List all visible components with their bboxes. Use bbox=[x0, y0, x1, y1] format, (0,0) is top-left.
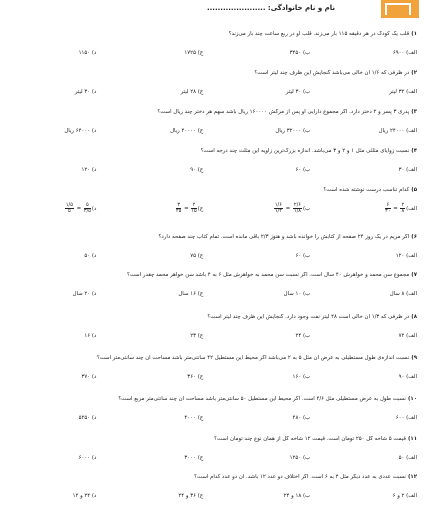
fraction-denominator: ۵ bbox=[68, 208, 71, 214]
question-number: ۳) bbox=[411, 109, 417, 115]
answer-option[interactable] bbox=[184, 455, 203, 461]
answer-option-label: ج) bbox=[197, 206, 204, 212]
question-stem bbox=[6, 31, 417, 38]
question-stem bbox=[6, 314, 417, 321]
answer-option-label: ج) ۳۶ و ۲۴ bbox=[178, 493, 204, 499]
question-number: ۷) bbox=[411, 272, 417, 278]
question-4 bbox=[6, 148, 417, 175]
answer-option[interactable] bbox=[170, 128, 203, 134]
fraction-denominator: ۱/۲ bbox=[274, 208, 282, 214]
answer-option[interactable] bbox=[190, 253, 203, 259]
answer-option-label: الف) ۶۰۰ bbox=[395, 415, 417, 421]
fraction bbox=[293, 203, 302, 214]
answer-option-label: الف) ۶۹۰۰ bbox=[392, 50, 417, 56]
answer-option[interactable] bbox=[79, 455, 97, 461]
answer-option-label: ب) ۱۶۰ bbox=[292, 374, 311, 380]
fraction-numerator: ۶ bbox=[386, 202, 390, 208]
answer-option[interactable] bbox=[396, 253, 417, 259]
question-2 bbox=[6, 70, 417, 97]
fraction-numerator: ۳ bbox=[177, 202, 181, 208]
fraction-denominator: ۲۵ bbox=[175, 208, 182, 214]
answer-options bbox=[6, 415, 417, 423]
answer-option[interactable] bbox=[390, 291, 417, 297]
question-1 bbox=[6, 31, 417, 58]
answer-options bbox=[6, 50, 417, 58]
answer-option-label: الف) ۹۰ bbox=[398, 374, 417, 380]
question-stem bbox=[6, 355, 417, 362]
question-text: نسبت زوایای مثلثی مثل ۱ و ۲ و ۳ می‌باشد. اندازه بزرگ‌ترین زاویه این مثلث چند درجه است؟ bbox=[200, 148, 410, 154]
answer-options bbox=[6, 89, 417, 97]
answer-option-label: د) ۲۴ و ۱۲ bbox=[72, 493, 97, 499]
fraction-denominator: ۳۰ bbox=[385, 208, 391, 214]
question-9 bbox=[6, 355, 417, 382]
question-text: کدام تناسب درست نوشته شده است؟ bbox=[323, 187, 410, 193]
answer-option[interactable] bbox=[293, 415, 311, 421]
question-number: ۸) bbox=[411, 314, 417, 320]
answer-option-label: ج) ۴۰۰۰ bbox=[184, 415, 204, 421]
question-text: قیمت ۵ شاخه گل ۲۵۰ تومان است. قیمت ۱۲ شاخه گل از همان نوع چند تومان است؟ bbox=[214, 436, 406, 442]
answer-option[interactable] bbox=[275, 128, 310, 134]
question-text: نسبت اندازه‌ی طول مستطیلی به عرض آن مثل ۵ به ۲ می‌باشد اگر محیط این مستطیل ۴۲ سانتی‌متر باشد مساحت آن چند سانتی‌متر است؟ bbox=[96, 355, 410, 361]
answer-options bbox=[6, 374, 417, 382]
answer-option[interactable] bbox=[187, 374, 203, 380]
answer-option[interactable] bbox=[184, 415, 203, 421]
fraction bbox=[84, 203, 91, 214]
student-name-label: نام و نام خانوادگی: ...................... bbox=[206, 4, 335, 12]
answer-option-label: د) bbox=[91, 206, 97, 212]
answer-option-label: ج) ۱۷۲۵ bbox=[184, 50, 204, 56]
answer-option-label: د) ۱۲۰ bbox=[81, 167, 97, 173]
equals-sign: = bbox=[283, 206, 292, 212]
question-number: ۱) bbox=[411, 31, 417, 37]
answer-option-label: ب) bbox=[302, 206, 311, 212]
answer-option-label: د) ۶۴۰۰۰ ریال bbox=[64, 128, 97, 134]
school-logo bbox=[381, 0, 419, 18]
answer-option-label: د) ۱۶ bbox=[84, 333, 97, 339]
answer-option-label: الف) ۲ و ۶ bbox=[392, 493, 417, 499]
question-stem bbox=[6, 148, 417, 155]
fraction-numerator: ۱/۵ bbox=[65, 202, 73, 208]
answer-option[interactable] bbox=[389, 89, 417, 95]
answer-option-label: ج) ۲۳ bbox=[190, 333, 204, 339]
answer-option[interactable] bbox=[184, 50, 203, 56]
fraction-numerator: ۲/۶ bbox=[293, 202, 301, 208]
fraction-denominator: ۱۵ bbox=[191, 208, 197, 214]
equals-sign: = bbox=[74, 206, 83, 212]
answer-option-label: ب) ۱۰ سال bbox=[283, 291, 311, 297]
question-stem bbox=[6, 436, 417, 443]
answer-option-label: ب) ۱۲۵۰ bbox=[289, 455, 311, 461]
answer-option[interactable] bbox=[73, 291, 97, 297]
fraction-numerator: ۱/۶ bbox=[274, 202, 282, 208]
answer-option[interactable] bbox=[273, 203, 310, 214]
answer-option[interactable] bbox=[393, 50, 417, 56]
fraction-numerator: ۲ bbox=[192, 202, 196, 208]
answer-option[interactable] bbox=[290, 455, 311, 461]
answer-option-label: د) ۳۰ لیتر bbox=[74, 89, 97, 95]
question-stem bbox=[6, 396, 417, 403]
answer-option[interactable] bbox=[75, 89, 97, 95]
answer-option[interactable] bbox=[178, 291, 203, 297]
equals-sign: = bbox=[391, 206, 400, 212]
worksheet-header bbox=[0, 0, 425, 22]
answer-option[interactable] bbox=[399, 374, 417, 380]
answer-option[interactable] bbox=[82, 167, 97, 173]
answer-option-label: ب) ۳۲۰۰۰ ریال bbox=[275, 128, 311, 134]
answer-option-label: د) ۵۰ bbox=[84, 253, 97, 259]
answer-option[interactable] bbox=[286, 89, 310, 95]
question-number: ۱۱) bbox=[407, 436, 417, 442]
answer-option-label: ج) ۲۸ لیتر bbox=[180, 89, 204, 95]
answer-option-label: الف) ۵۰ bbox=[398, 455, 417, 461]
question-stem bbox=[6, 187, 417, 194]
answer-option[interactable] bbox=[295, 333, 310, 339]
answer-option[interactable] bbox=[379, 128, 417, 134]
fraction bbox=[274, 203, 283, 214]
question-text: مجموع سن محمد و خواهرش ۴۰ سال است. اگر نسبت سن محمد به خواهرش مثل ۶ به ۴ باشد سن خواهر محمد چقدر است؟ bbox=[126, 272, 410, 278]
question-3 bbox=[6, 109, 417, 136]
answer-options bbox=[6, 128, 417, 136]
answer-option-label: ب) ۳۴۵۰ bbox=[289, 50, 311, 56]
question-10 bbox=[6, 396, 417, 423]
answer-option-label: ب) ۶۰ bbox=[295, 253, 311, 259]
answer-option[interactable] bbox=[293, 374, 311, 380]
answer-option[interactable] bbox=[295, 253, 310, 259]
question-text: اگر مریم در یک روز ۲۴ صفحه از کتابش را خوانده باشد و هنوز ۲/۳ باقی مانده است. تمام کتاب چند صفحه دارد؟ bbox=[158, 234, 410, 240]
question-number: ۲) bbox=[411, 70, 417, 76]
fraction-numerator: ۵ bbox=[84, 203, 91, 209]
answer-option-label: ج) ۳۶۰ bbox=[187, 374, 204, 380]
answer-option[interactable] bbox=[284, 291, 311, 297]
answer-option-label: ج) ۴۰۰۰۰ ریال bbox=[170, 128, 204, 134]
fraction-denominator: ۸ bbox=[401, 208, 405, 214]
answer-option-label: د) ۶۰۰۰ bbox=[78, 455, 97, 461]
question-11 bbox=[6, 436, 417, 463]
answer-option[interactable] bbox=[290, 50, 311, 56]
answer-option[interactable] bbox=[190, 333, 203, 339]
question-text: در ظرفی که ۱/۳ آن خالی است ۴۸ لیتر نفت وجود دارد. گنجایش این ظرف چند لیتر است؟ bbox=[207, 314, 410, 320]
fraction bbox=[385, 203, 390, 214]
answer-option-label: الف) ۸ سال bbox=[389, 291, 417, 297]
fraction-denominator: ۱/۸ bbox=[293, 208, 301, 214]
answer-options bbox=[6, 253, 417, 261]
answer-option[interactable] bbox=[73, 493, 97, 499]
question-stem bbox=[6, 474, 417, 481]
fraction bbox=[65, 203, 74, 214]
question-stem bbox=[6, 70, 417, 77]
question-5 bbox=[6, 187, 417, 218]
answer-option[interactable] bbox=[175, 203, 203, 214]
answer-option-label: الف) ۷۲ bbox=[398, 333, 417, 339]
answer-option-label: ج) ۷۵ bbox=[190, 253, 204, 259]
answer-option-label: الف) bbox=[406, 206, 417, 212]
answer-options bbox=[6, 493, 417, 501]
answer-option-label: الف) ۲۴۰۰۰ ریال bbox=[378, 128, 417, 134]
answer-option-label: ب) ۱۸ و ۲۴ bbox=[283, 493, 311, 499]
answer-option-label: د) ۲۰ سال bbox=[72, 291, 97, 297]
fraction-numerator: ۲ bbox=[401, 202, 405, 208]
fraction bbox=[400, 203, 405, 214]
answer-option[interactable] bbox=[64, 128, 96, 134]
question-12 bbox=[6, 474, 417, 501]
question-8 bbox=[6, 314, 417, 341]
question-text: نسبت عددی به عدد دیگر مثل ۴ به ۶ است. اگر اختلاف دو عدد ۱۲ باشد. آن دو عدد کدام است؟ bbox=[194, 474, 406, 480]
answer-option-label: ب) ۲۴ bbox=[295, 333, 311, 339]
question-number: ۱۲) bbox=[407, 474, 417, 480]
question-number: ۵) bbox=[411, 187, 417, 193]
answer-option[interactable] bbox=[64, 203, 97, 214]
answer-option[interactable] bbox=[399, 167, 417, 173]
answer-option[interactable] bbox=[295, 167, 310, 173]
answer-option[interactable] bbox=[396, 415, 417, 421]
question-stem bbox=[6, 109, 417, 116]
question-text: در ظرفی که ۱/۶ آن خالی می‌باشد گنجایش این ظرف چند لیتر است؟ bbox=[254, 70, 410, 76]
answer-option[interactable] bbox=[178, 493, 203, 499]
answer-option[interactable] bbox=[384, 203, 417, 214]
answer-option-label: ب) ۶۰ bbox=[295, 167, 311, 173]
answer-option-label: الف) ۳۲ لیتر bbox=[389, 89, 417, 95]
answer-option-label: د) ۳۷۰ bbox=[81, 374, 97, 380]
answer-option-label: ج) ۹۰ bbox=[190, 167, 204, 173]
fraction bbox=[176, 203, 181, 214]
answer-option-label: ب) ۴۸۰ bbox=[292, 415, 311, 421]
answer-option[interactable] bbox=[190, 167, 203, 173]
answer-option[interactable] bbox=[181, 89, 204, 95]
answer-option[interactable] bbox=[399, 333, 417, 339]
equals-sign: = bbox=[182, 206, 191, 212]
answer-options bbox=[6, 200, 417, 218]
answer-option[interactable] bbox=[82, 374, 97, 380]
answer-option[interactable] bbox=[284, 493, 311, 499]
answer-option-label: الف) ۱۲۰ bbox=[395, 253, 417, 259]
question-number: ۴) bbox=[411, 148, 417, 154]
question-text: قلب یک کودک در هر دقیقه ۱۱۵ بار می‌زند. قلب او در ربع ساعت چند بار می‌زند؟ bbox=[228, 31, 410, 37]
question-number: ۱۰) bbox=[407, 396, 417, 402]
question-number: ۶) bbox=[411, 234, 417, 240]
answer-option-label: ب) ۳۰ لیتر bbox=[285, 89, 311, 95]
answer-options bbox=[6, 455, 417, 463]
answer-option[interactable] bbox=[79, 50, 97, 56]
fraction bbox=[191, 203, 196, 214]
fraction-denominator: ۳/۵ bbox=[83, 208, 91, 214]
answer-option-label: ج) ۳۰۰۰ bbox=[184, 455, 204, 461]
answer-option[interactable] bbox=[79, 415, 97, 421]
answer-option[interactable] bbox=[84, 253, 96, 259]
answer-option[interactable] bbox=[84, 333, 96, 339]
answer-option-label: ج) ۱۶ سال bbox=[178, 291, 204, 297]
answer-option[interactable] bbox=[393, 493, 417, 499]
question-7 bbox=[6, 272, 417, 299]
question-text: پدری ۳ پسر و ۲ دختر دارد. اگر مجموع دارایی او پس از مرگش ۱۶۰۰۰۰ ریال باشد سهم هر دختر چند ریال است؟ bbox=[157, 109, 410, 115]
question-text: نسبت طول به عرض مستطیلی مثل ۴/۶ است. اگر محیط این مستطیل ۵۰ سانتی‌متر باشد مساحت آن چند سانتی‌متر مربع است؟ bbox=[118, 396, 406, 402]
answer-option-label: د) ۱۱۵۰ bbox=[78, 50, 97, 56]
answer-option[interactable] bbox=[399, 455, 417, 461]
question-stem bbox=[6, 234, 417, 241]
answer-option-label: د) ۵۲۵۰ bbox=[78, 415, 97, 421]
question-number: ۹) bbox=[411, 355, 417, 361]
answer-option-label: الف) ۳۰ bbox=[398, 167, 417, 173]
question-6 bbox=[6, 234, 417, 261]
question-stem bbox=[6, 272, 417, 279]
answer-options bbox=[6, 291, 417, 299]
answer-options bbox=[6, 333, 417, 341]
answer-options bbox=[6, 167, 417, 175]
